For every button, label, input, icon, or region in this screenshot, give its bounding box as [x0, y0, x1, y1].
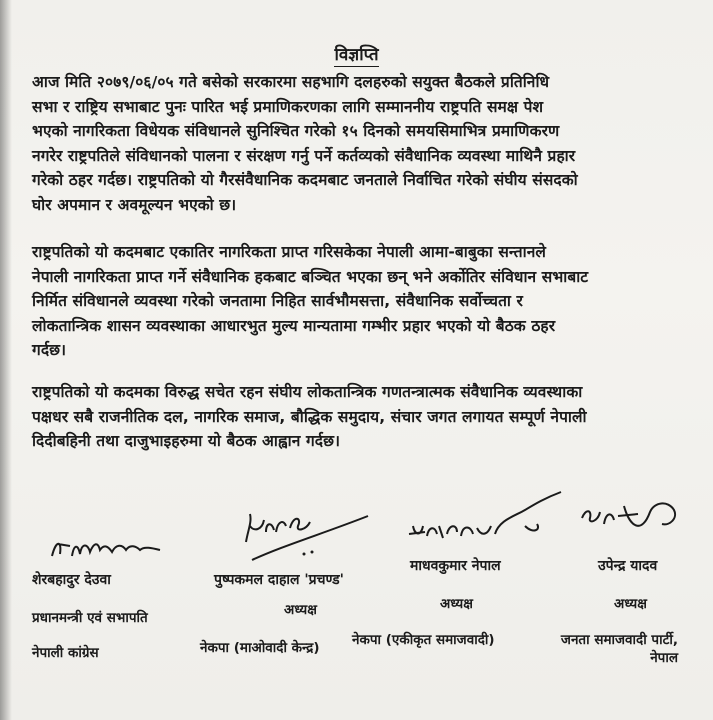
signature-upendra-icon — [578, 494, 688, 544]
signer-name: शेरबहादुर देउवा — [32, 572, 111, 588]
signer-name: पुष्पकमल दाहाल 'प्रचण्ड' — [214, 572, 344, 588]
signer-name: उपेन्द्र यादव — [598, 558, 658, 574]
paragraph-2: राष्ट्रपतिको यो कदमबाट एकातिर नागरिकता प्राप्त गरिसकेका नेपाली आमा-बाबुका सन्तानले नेपाली नागरिकता प्राप्त गर्ने संवैधानिक हकबाट बञ्चित भएका छन् भने अर्कोतिर संविधान सभाबाट निर्मित संविधानले व्यवस्था गरेको जनतामा निहित सार्वभौमसत्ता, संवैधानिक सर्वोच्चता र लोकतान्त्रिक शासन व्यवस्थाका आधारभुत मुल्य मान्यतामा गम्भीर प्रहार भएको यो बैठक ठहर गर्दछ। — [32, 243, 589, 359]
signer-role: अध्यक्ष — [284, 602, 317, 618]
signer-org: नेकपा (एकीकृत समाजवादी) — [352, 632, 495, 648]
signer-name: माधवकुमार नेपाल — [410, 558, 501, 574]
signer-org: नेकपा (माओवादी केन्द्र) — [200, 640, 320, 656]
paragraph-1: आज मिति २०७९/०६/०५ गते बसेको सरकारमा सहभागि दलहरुको सयुक्त बैठकले प्रतिनिधि सभा र राष्ट्रिय सभाबाट पुनः पारित भई प्रमाणिकरणका लागि सम्माननीय राष्ट्रपति समक्ष पेश भएको नागरिकता विधेयक संविधानले सुनिश्चित गरेको १५ दिनको समयसिमाभित्र प्रमाणिकरण नगरेर राष्ट्रपतिले संविधानको पालना र संरक्षण गर्नु पर्ने कर्तव्यको संवैधानिक व्यवस्था माथिनै प्रहार गरेको ठहर गर्दछ। राष्ट्रपतिको यो गैरसंवैधानिक कदमबाट जनताले निर्वाचित गरेको संघीय संसदको घोर अपमान र अवमूल्यन भएको छ। — [32, 73, 578, 214]
signer-org: जनता समाजवादी पार्टी, नेपाल — [560, 632, 678, 666]
signatures-block — [0, 490, 713, 720]
notice-title — [0, 42, 713, 65]
signer-role: अध्यक्ष — [440, 596, 473, 612]
notice-title-text: विज्ञप्ति — [334, 45, 379, 65]
paragraph-3: राष्ट्रपतिको यो कदमका विरुद्ध सचेत रहन संघीय लोकतान्त्रिक गणतन्त्रात्मक संवैधानिक व्यवस्थाका पक्षधर सबै राजनीतिक दल, नागरिक समाज, बौद्धिक समुदाय, संचार जगत लगायत सम्पूर्ण नेपाली दिदीबहिनी तथा दाजुभाइहरुमा यो बैठक आह्वान गर्दछ। — [32, 383, 587, 450]
signature-madhav-icon — [405, 490, 565, 550]
signature-deuba-icon — [48, 534, 178, 564]
signer-role: प्रधानमन्त्री एवं सभापति — [32, 610, 148, 626]
signer-role: अध्यक्ष — [614, 596, 647, 612]
signature-prachanda-icon — [232, 504, 372, 564]
signer-org: नेपाली कांग्रेस — [32, 645, 99, 661]
